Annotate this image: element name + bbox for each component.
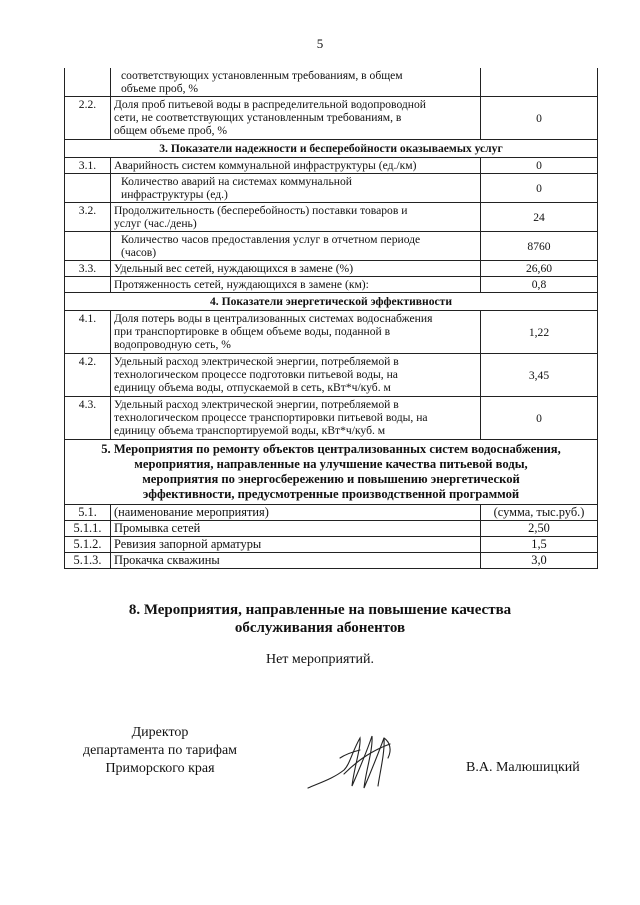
row-number: 3.1. xyxy=(65,158,111,174)
section-8-heading: 8. Мероприятия, направленные на повышение качества обслуживания абонентов xyxy=(128,602,512,636)
table-row xyxy=(65,174,598,203)
table-row xyxy=(65,68,598,97)
row-value: 1,22 xyxy=(481,311,598,354)
table-row xyxy=(65,397,598,440)
section-3-heading: 3. Показатели надежности и бесперебойности оказываемых услуг xyxy=(65,140,598,158)
table-row xyxy=(65,553,598,569)
table-row xyxy=(65,354,598,397)
row-text: Удельный расход электрической энергии, потребляемой в технологическом процессе транспортировки питьевой воды, на единицу объема транспортируемой воды, кВт*ч/куб. м xyxy=(111,397,481,440)
section-header-row xyxy=(65,293,598,311)
signer-name: В.А. Малюшицкий xyxy=(466,760,580,775)
row-value: 3,45 xyxy=(481,354,598,397)
row-text: Ревизия запорной арматуры xyxy=(111,537,481,553)
row-value: 26,60 xyxy=(481,261,598,277)
signature-image xyxy=(300,728,410,798)
table-row xyxy=(65,97,598,140)
row-text: Аварийность систем коммунальной инфраструктуры (ед./км) xyxy=(111,158,481,174)
row-number: 2.2. xyxy=(65,97,111,140)
row-value: 8760 xyxy=(481,232,598,261)
row-value: 0 xyxy=(481,97,598,140)
row-text: Доля проб питьевой воды в распределительной водопроводной сети, не соответствующих установленным требованиям, в общем объеме проб, % xyxy=(111,97,481,140)
row-value: 2,50 xyxy=(481,521,598,537)
row-number: 5.1. xyxy=(65,505,111,521)
row-text: Удельный вес сетей, нуждающихся в замене (%) xyxy=(111,261,481,277)
row-text: (наименование мероприятия) xyxy=(111,505,481,521)
row-text: соответствующих установленным требованиям, в общем объеме проб, % xyxy=(111,68,481,97)
row-value: 0,8 xyxy=(481,277,598,293)
table-row xyxy=(65,277,598,293)
row-text: Количество аварий на системах коммунальной инфраструктуры (ед.) xyxy=(111,174,481,203)
row-text: Промывка сетей xyxy=(111,521,481,537)
row-value: 24 xyxy=(481,203,598,232)
section-header-row xyxy=(65,440,598,505)
row-number: 3.3. xyxy=(65,261,111,277)
row-number: 4.3. xyxy=(65,397,111,440)
row-value: 3,0 xyxy=(481,553,598,569)
row-number: 4.2. xyxy=(65,354,111,397)
table-row xyxy=(65,521,598,537)
row-number: 5.1.1. xyxy=(65,521,111,537)
table-row xyxy=(65,505,598,521)
row-text: Протяженность сетей, нуждающихся в замене (км): xyxy=(111,277,481,293)
row-text: Доля потерь воды в централизованных системах водоснабжения при транспортировке в общем объеме воды, поданной в водопроводную сеть, % xyxy=(111,311,481,354)
row-text: Удельный расход электрической энергии, потребляемой в технологическом процессе подготовки питьевой воды, на единицу объема воды, отпускаемой в сеть, кВт*ч/куб. м xyxy=(111,354,481,397)
table-row xyxy=(65,203,598,232)
row-text: Количество часов предоставления услуг в отчетном периоде (часов) xyxy=(111,232,481,261)
section-4-heading: 4. Показатели энергетической эффективности xyxy=(65,293,598,311)
row-text: Продолжительность (бесперебойность) поставки товаров и услуг (час./день) xyxy=(111,203,481,232)
row-value: (сумма, тыс.руб.) xyxy=(481,505,598,521)
section-5-heading: 5. Мероприятия по ремонту объектов централизованных систем водоснабжения, мероприятия, направленные на улучшение качества питьевой воды, мероприятия по энергосбережению и повышению энергетической эффективности, предусмотренные производственной программой xyxy=(65,440,598,505)
section-8-text: Нет мероприятий. xyxy=(265,652,375,667)
row-number: 4.1. xyxy=(65,311,111,354)
row-value: 0 xyxy=(481,397,598,440)
row-value: 1,5 xyxy=(481,537,598,553)
row-text: Прокачка скважины xyxy=(111,553,481,569)
indicators-table xyxy=(64,68,598,569)
table-row xyxy=(65,537,598,553)
section-header-row xyxy=(65,140,598,158)
row-number: 5.1.3. xyxy=(65,553,111,569)
page-number: 5 xyxy=(316,36,324,51)
table-row xyxy=(65,261,598,277)
table-row xyxy=(65,311,598,354)
table-row xyxy=(65,232,598,261)
table-row xyxy=(65,158,598,174)
row-number: 5.1.2. xyxy=(65,537,111,553)
row-number: 3.2. xyxy=(65,203,111,232)
row-value: 0 xyxy=(481,174,598,203)
signer-title: Директор департамента по тарифам Приморского края xyxy=(82,725,238,776)
row-value: 0 xyxy=(481,158,598,174)
